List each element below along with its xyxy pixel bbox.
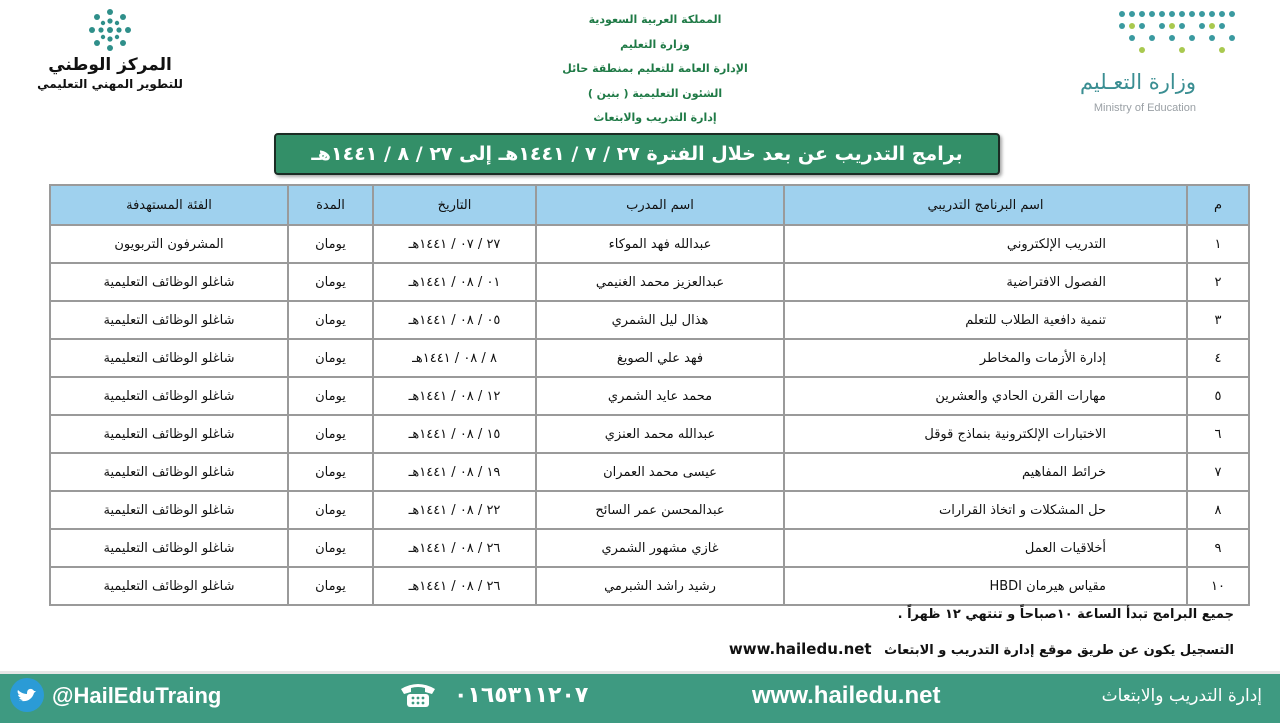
cell-target-group: شاغلو الوظائف التعليمية [50,263,288,301]
cell-target-group: شاغلو الوظائف التعليمية [50,567,288,605]
table-row [50,301,1249,339]
table-row [50,377,1249,415]
cell-target-group: شاغلو الوظائف التعليمية [50,415,288,453]
table-row [50,567,1249,605]
ncpd-subtitle: للتطوير المهني التعليمي [37,77,183,91]
cell-duration: يومان [288,453,373,491]
header-line: وزارة التعليم [620,37,690,51]
cell-date: ٠٥ / ٠٨ / ١٤٤١هـ [373,301,536,339]
cell-number: ٢ [1187,263,1249,301]
ministry-name-english: Ministry of Education [1093,102,1196,114]
cell-trainer: محمد عايد الشمري [536,377,784,415]
table-row [50,453,1249,491]
cell-number: ٨ [1187,491,1249,529]
twitter-handle-text: @HailEduTraing [52,683,222,708]
cell-target-group: شاغلو الوظائف التعليمية [50,301,288,339]
cell-date: ٨ / ٠٨ / ١٤٤١هـ [373,339,536,377]
schedule-table [49,184,1250,606]
document-header [520,8,790,131]
website-link[interactable]: www.hailedu.net [752,682,941,709]
cell-target-group: المشرفون التربويون [50,225,288,263]
twitter-handle[interactable] [10,674,221,723]
cell-date: ٠١ / ٠٨ / ١٤٤١هـ [373,263,536,301]
cell-date: ١٢ / ٠٨ / ١٤٤١هـ [373,377,536,415]
cell-date: ٢٦ / ٠٨ / ١٤٤١هـ [373,529,536,567]
cell-target-group: شاغلو الوظائف التعليمية [50,529,288,567]
cell-trainer: رشيد راشد الشبرمي [536,567,784,605]
cell-number: ١ [1187,225,1249,263]
cell-trainer: عبدالله محمد العنزي [536,415,784,453]
column-header-date: التاريخ [373,185,536,225]
cell-number: ٤ [1187,339,1249,377]
table-row [50,225,1249,263]
phone-number[interactable] [398,674,588,723]
header-line: الإدارة العامة للتعليم بمنطقة حائل [562,62,748,75]
cell-program: التدريب الإلكتروني [784,225,1187,263]
table-row [50,491,1249,529]
telephone-icon [398,679,438,709]
cell-duration: يومان [288,263,373,301]
cell-trainer: عيسى محمد العمران [536,453,784,491]
table-row [50,529,1249,567]
cell-trainer: عبدالمحسن عمر السائح [536,491,784,529]
column-header-trainer: اسم المدرب [536,185,784,225]
cell-program: الاختبارات الإلكترونية بنماذج قوقل [784,415,1187,453]
cell-duration: يومان [288,415,373,453]
cell-date: ١٩ / ٠٨ / ١٤٤١هـ [373,453,536,491]
cell-trainer: عبدالعزيز محمد الغنيمي [536,263,784,301]
ministry-logo [1076,6,1236,118]
header-line: المملكة العربية السعودية [588,13,722,26]
cell-trainer: فهد علي الصويغ [536,339,784,377]
header-line: الشئون التعليمية ( بنين ) [587,86,723,100]
cell-duration: يومان [288,225,373,263]
cell-number: ١٠ [1187,567,1249,605]
cell-date: ١٥ / ٠٨ / ١٤٤١هـ [373,415,536,453]
cell-target-group: شاغلو الوظائف التعليمية [50,453,288,491]
cell-trainer: عبدالله فهد الموكاء [536,225,784,263]
cell-duration: يومان [288,529,373,567]
cell-date: ٢٦ / ٠٨ / ١٤٤١هـ [373,567,536,605]
registration-link[interactable]: www.hailedu.net [728,640,872,658]
header-line: إدارة التدريب والابتعاث [593,111,717,124]
phone-number-text: ٠١٦٥٣١١٢٠٧ [454,683,589,708]
table-row [50,415,1249,453]
cell-program: مقياس هيرمان HBDI [784,567,1187,605]
registration-text: التسجيل يكون عن طريق موقع إدارة التدريب و الابتعاث [884,643,1234,658]
cell-duration: يومان [288,339,373,377]
cell-number: ٥ [1187,377,1249,415]
cell-program: مهارات القرن الحادي والعشرين [784,377,1187,415]
table-row [50,263,1249,301]
cell-program: حل المشكلات و اتخاذ القرارات [784,491,1187,529]
column-header-number: م [1187,185,1249,225]
cell-duration: يومان [288,377,373,415]
cell-program: إدارة الأزمات والمخاطر [784,339,1187,377]
cell-date: ٢٢ / ٠٨ / ١٤٤١هـ [373,491,536,529]
ministry-name-arabic: وزارة التعـليم [1079,70,1196,94]
ncpd-title: المركز الوطني [48,55,172,75]
footer-bar [0,671,1280,723]
ncpd-logo [30,8,190,92]
twitter-icon [10,678,44,712]
registration-note [729,640,1234,658]
cell-trainer: هذال ليل الشمري [536,301,784,339]
cell-program: الفصول الافتراضية [784,263,1187,301]
cell-date: ٢٧ / ٠٧ / ١٤٤١هـ [373,225,536,263]
cell-number: ٣ [1187,301,1249,339]
cell-duration: يومان [288,301,373,339]
cell-number: ٩ [1187,529,1249,567]
cell-program: تنمية دافعية الطلاب للتعلم [784,301,1187,339]
cell-number: ٦ [1187,415,1249,453]
cell-trainer: غازي مشهور الشمري [536,529,784,567]
schedule-time-note: جميع البرامج تبدأ الساعة ١٠صباحاً و تنتهي ١٢ ظهراً . [897,607,1234,622]
cell-program: خرائط المفاهيم [784,453,1187,491]
ministry-dots-icon [1116,6,1236,56]
department-name: إدارة التدريب والابتعاث [1101,686,1262,706]
table-header-row [50,185,1249,225]
cell-program: أخلاقيات العمل [784,529,1187,567]
column-header-program: اسم البرنامج التدريبي [784,185,1187,225]
table-row [50,339,1249,377]
column-header-duration: المدة [288,185,373,225]
column-header-target-group: الفئة المستهدفة [50,185,288,225]
cell-target-group: شاغلو الوظائف التعليمية [50,339,288,377]
cell-target-group: شاغلو الوظائف التعليمية [50,491,288,529]
cell-duration: يومان [288,567,373,605]
cell-duration: يومان [288,491,373,529]
ncpd-mark-icon [88,8,132,52]
cell-target-group: شاغلو الوظائف التعليمية [50,377,288,415]
cell-number: ٧ [1187,453,1249,491]
page-title: برامج التدريب عن بعد خلال الفترة ٢٧ / ٧ / ١٤٤١هـ إلى ٢٧ / ٨ / ١٤٤١هـ [274,133,1000,175]
